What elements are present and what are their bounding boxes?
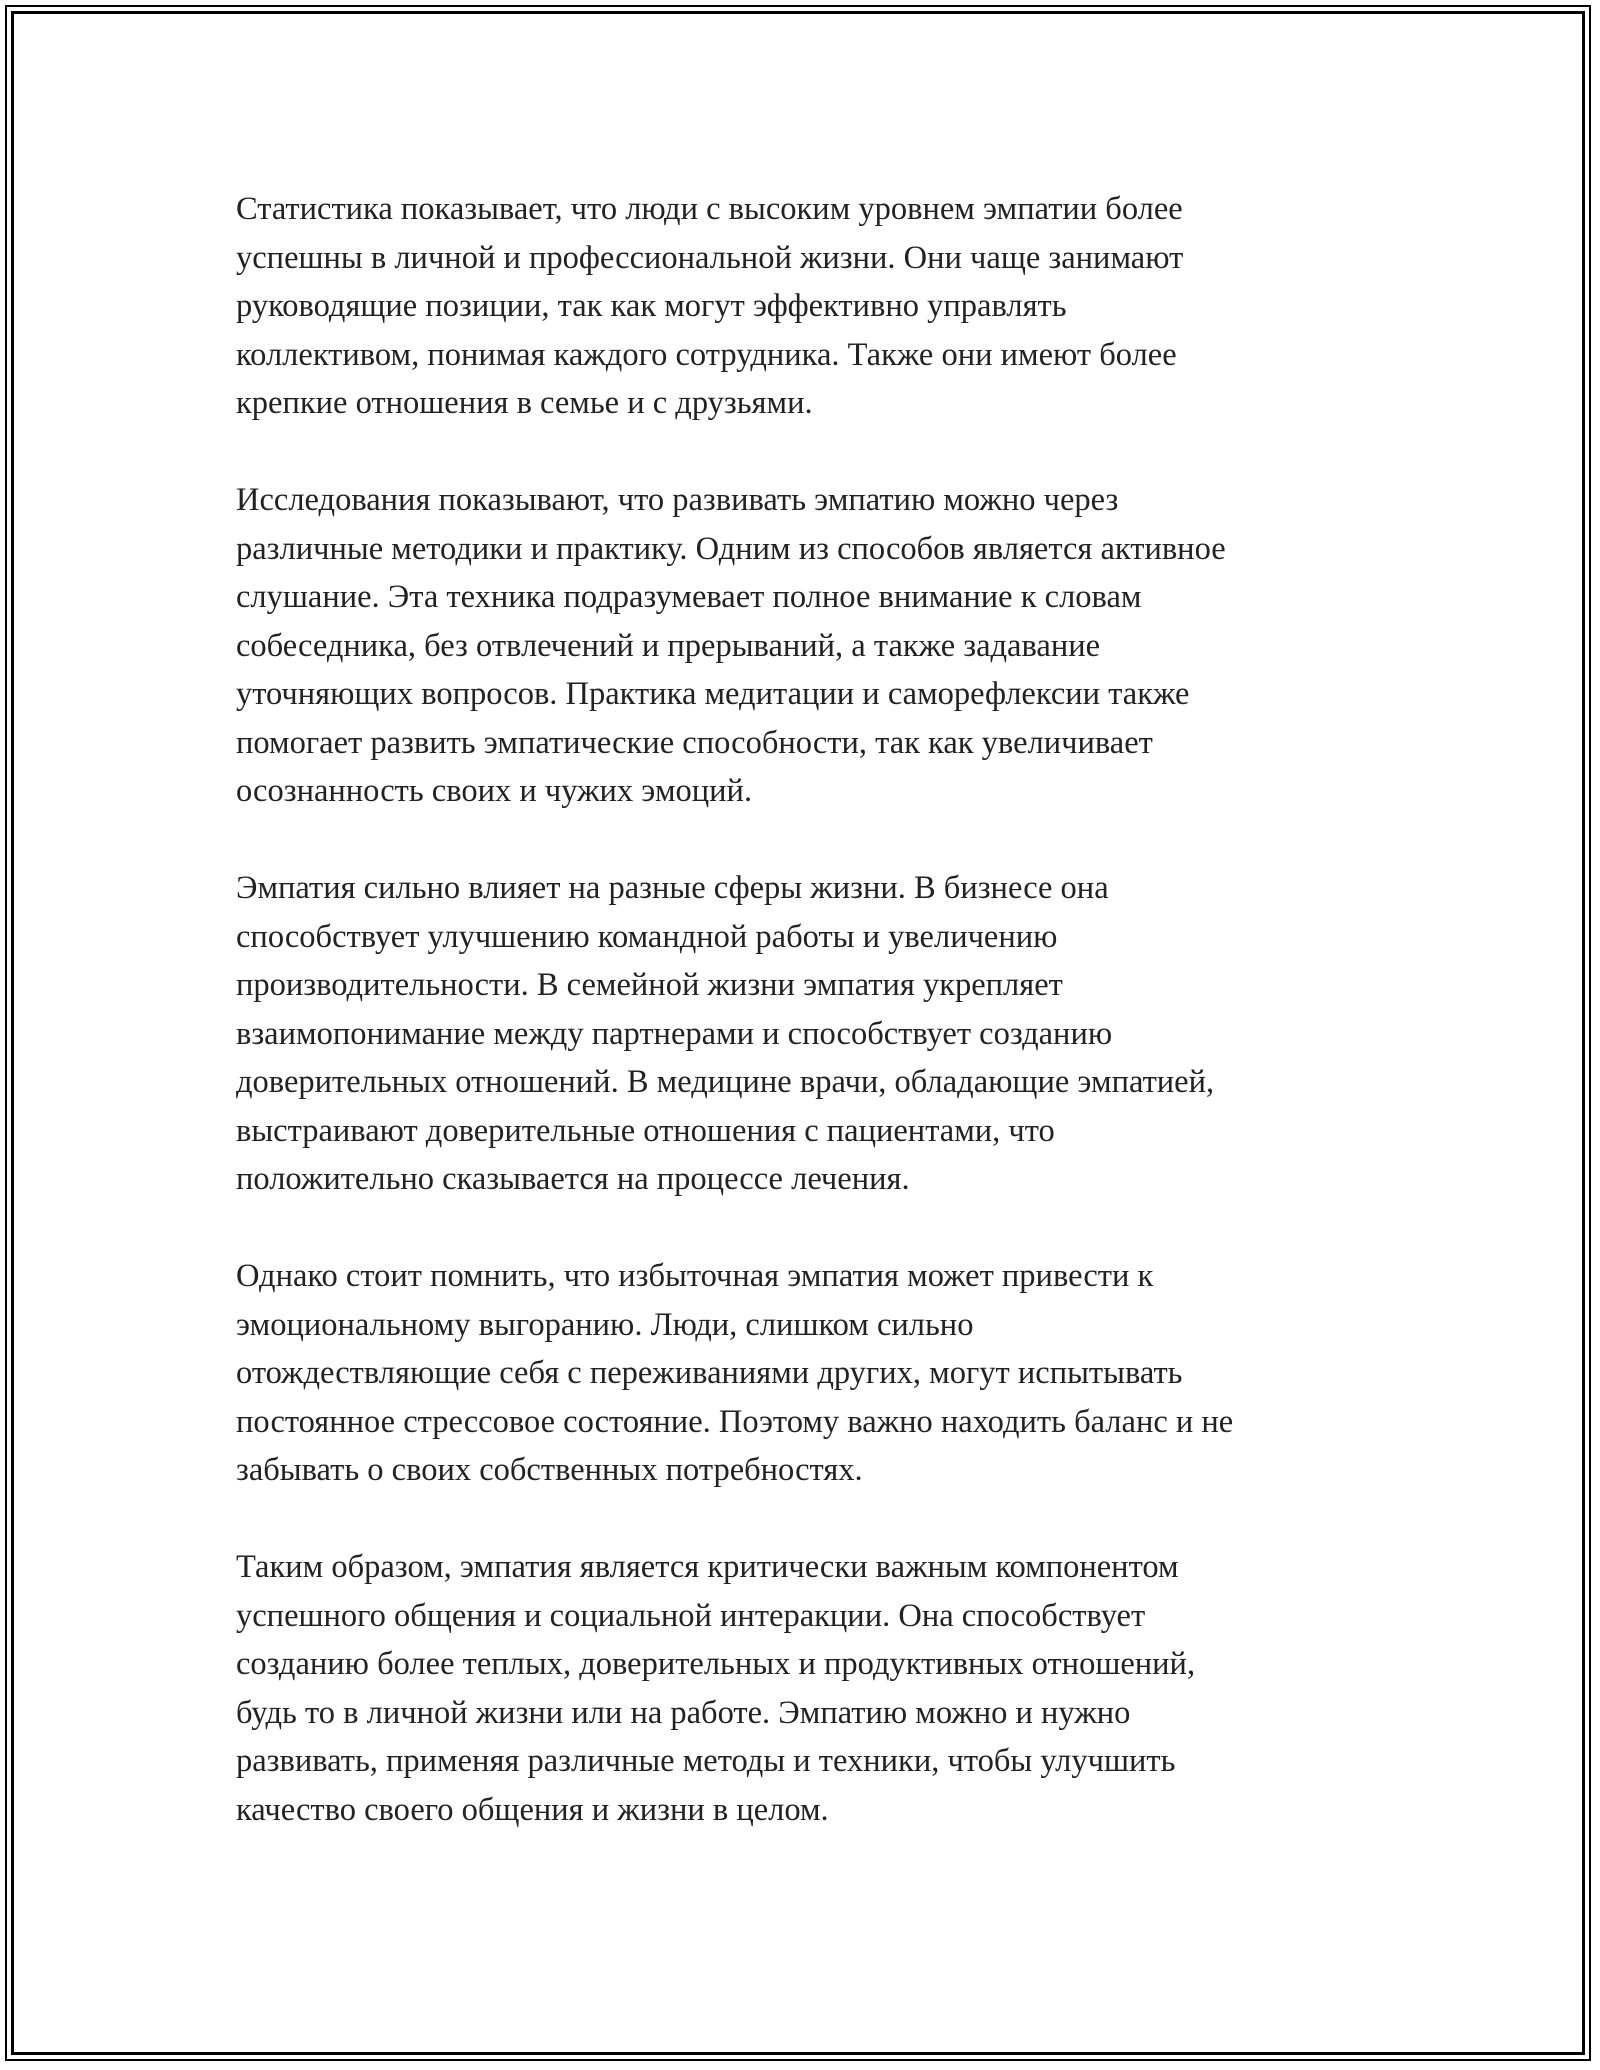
- text-line: забывать о своих собственных потребностях.: [236, 1452, 863, 1488]
- text-line: созданию более теплых, доверительных и продуктивных отношений,: [236, 1646, 1196, 1682]
- text-line: Таким образом, эмпатия является критически важным компонентом: [236, 1549, 1179, 1585]
- text-line: способствует улучшению командной работы и увеличению: [236, 918, 1058, 955]
- document-body: [236, 185, 1396, 1883]
- text-line: слушание. Эта техника подразумевает полное внимание к словам: [236, 579, 1142, 615]
- text-line: Однако стоит помнить, что избыточная эмпатия может привести к: [236, 1258, 1154, 1294]
- paragraph-conclusion: [236, 1543, 1396, 1834]
- text-line: Статистика показывает, что люди с высоким уровнем эмпатии более: [236, 191, 1183, 227]
- text-line: выстраивают доверительные отношения с пациентами, что: [236, 1112, 1055, 1149]
- text-line: Эмпатия сильно влияет на разные сферы жизни. В бизнесе она: [236, 870, 1109, 906]
- text-line: качество своего общения и жизни в целом.: [236, 1791, 829, 1828]
- text-line: коллективом, понимая каждого сотрудника. Также они имеют более: [236, 336, 1177, 373]
- text-line: Исследования показывают, что развивать эмпатию можно через: [236, 482, 1119, 518]
- paragraph-research: [236, 476, 1396, 816]
- text-line: крепкие отношения в семье и с друзьями.: [236, 385, 813, 421]
- text-line: отождествляющие себя с переживаниями других, могут испытывать: [236, 1355, 1183, 1391]
- text-line: уточняющих вопросов. Практика медитации и саморефлексии также: [236, 676, 1190, 712]
- paragraph-burnout: [236, 1252, 1396, 1495]
- paragraph-statistics: [236, 185, 1396, 428]
- text-line: помогает развить эмпатические способности, так как увеличивает: [236, 724, 1153, 761]
- text-line: доверительных отношений. В медицине врачи, обладающие эмпатией,: [236, 1064, 1215, 1100]
- text-line: успешного общения и социальной интеракции. Она способствует: [236, 1597, 1146, 1634]
- text-line: производительности. В семейной жизни эмпатия укрепляет: [236, 967, 1063, 1003]
- text-line: развивать, применяя различные методы и техники, чтобы улучшить: [236, 1743, 1176, 1779]
- text-line: постоянное стрессовое состояние. Поэтому важно находить баланс и не: [236, 1403, 1234, 1440]
- text-line: различные методики и практику. Одним из способов является активное: [236, 530, 1226, 567]
- text-line: руководящие позиции, так как могут эффективно управлять: [236, 288, 1067, 324]
- text-line: осознанность своих и чужих эмоций.: [236, 773, 753, 809]
- text-line: собеседника, без отвлечений и прерываний, а также задавание: [236, 627, 1101, 664]
- text-line: взаимопонимание между партнерами и способствует созданию: [236, 1015, 1113, 1052]
- text-line: будь то в личной жизни или на работе. Эмпатию можно и нужно: [236, 1694, 1131, 1731]
- text-line: положительно сказывается на процессе лечения.: [236, 1161, 910, 1197]
- text-line: эмоциональному выгоранию. Люди, слишком сильно: [236, 1306, 974, 1343]
- text-line: успешны в личной и профессиональной жизни. Они чаще занимают: [236, 239, 1184, 276]
- paragraph-spheres: [236, 864, 1396, 1204]
